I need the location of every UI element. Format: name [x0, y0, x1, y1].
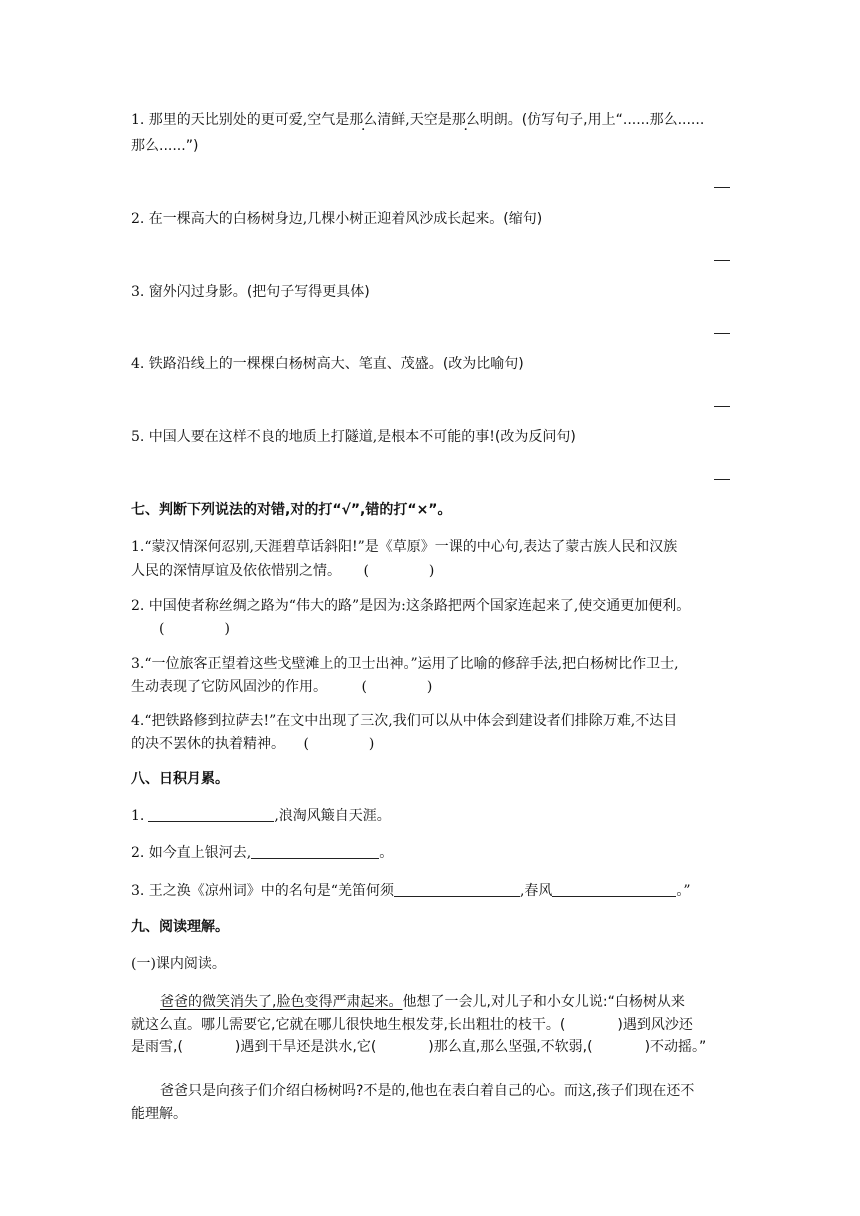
q6-item-4	[131, 354, 731, 374]
q6-item-5-requirement: (改为反问句)	[494, 429, 576, 445]
section-8-title: 八、日积月累。	[131, 771, 229, 787]
q7-item-1-line-1: 1.“蒙汉情深何忍别,天涯碧草话斜阳!”是《草原》一课的中心句,表达了蒙古族人民和汉族	[131, 539, 678, 555]
q6-item-4-text: 4. 铁路沿线上的一棵棵白杨树高大、笔直、茂盛。	[131, 356, 443, 372]
q7-item-4-line-1: 4.“把铁路修到拉萨去!”在文中出现了三次,我们可以从中体会到建设者们排除万难,不达目	[131, 713, 678, 729]
answer-line[interactable]	[714, 187, 730, 188]
q7-item-1-text: 人民的深情厚谊及依依惜别之情。	[131, 563, 341, 579]
q8-item-3-end: 。”	[676, 883, 691, 899]
q6-item-1-requirement: (仿写句子,用上“......那么......	[521, 112, 705, 128]
reading-paragraph-2-line-1: 爸爸只是向孩子们介绍白杨树吗?不是的,他也在表白着自己的心。而这,孩子们现在还不	[160, 1083, 695, 1099]
q7-item-3-line-2	[131, 677, 731, 697]
emphasis-dots: 那么	[451, 112, 480, 128]
q6-item-1	[131, 110, 731, 130]
answer-line[interactable]	[714, 260, 730, 261]
q8-item-1	[131, 806, 731, 826]
q7-item-1-line-2	[131, 561, 731, 581]
section-9-subtitle: (一)课内阅读。	[131, 956, 226, 972]
q6-item-1-requirement-cont: 那么......”)	[131, 138, 199, 154]
reading-paragraph-2-line-2: 能理解。	[131, 1106, 187, 1122]
underlined-sentence: 爸爸的微笑消失了,脸色变得严肃起来。	[160, 994, 403, 1010]
fill-blank[interactable]	[251, 844, 379, 859]
q6-item-2-text: 2. 在一棵高大的白杨树身边,几棵小树正迎着风沙成长起来。	[131, 211, 504, 227]
answer-line[interactable]	[714, 406, 730, 407]
q8-item-3	[131, 881, 731, 901]
paren-open: (	[363, 563, 369, 579]
q6-item-5-text: 5. 中国人要在这样不良的地质上打隧道,是根本不可能的事!	[131, 429, 495, 445]
paren-close: )	[426, 679, 433, 695]
section-7-title: 七、判断下列说法的对错,对的打“√”,错的打“×”。	[131, 502, 452, 518]
q7-item-3-line-1: 3.“一位旅客正望着这些戈壁滩上的卫士出神。”运用了比喻的修辞手法,把白杨树比作卫士,	[131, 656, 679, 672]
q8-item-2	[131, 843, 731, 863]
emphasis-dots: 那么	[349, 112, 378, 128]
q7-item-2-line-2	[131, 619, 731, 639]
fill-blank[interactable]	[148, 807, 274, 822]
reading-text: 他想了一会儿,对儿子和小女儿说:“白杨树从来	[402, 994, 685, 1010]
q6-item-2	[131, 209, 731, 229]
q6-item-3-text: 3. 窗外闪过身影。	[131, 284, 247, 300]
q8-item-1-number: 1.	[131, 808, 145, 824]
section-9-title: 九、阅读理解。	[131, 919, 229, 935]
paren-open: (	[159, 621, 165, 637]
q6-item-3	[131, 282, 731, 302]
reading-paragraph-1-line-3	[131, 1037, 731, 1057]
paren-open: (	[361, 679, 367, 695]
q8-item-2-end: 。	[379, 845, 394, 861]
q6-item-4-requirement: (改为比喻句)	[442, 356, 524, 372]
q6-item-1-text-b: 清鲜,天空是	[377, 112, 452, 128]
answer-line[interactable]	[714, 333, 730, 334]
q6-item-1-text-c: 明朗。	[479, 112, 522, 128]
reading-text: )不动摇。”	[644, 1039, 707, 1055]
q6-item-3-requirement: (把句子写得更具体)	[246, 284, 370, 300]
q7-item-2-line-1: 2. 中国使者称丝绸之路为“伟大的路”是因为:这条路把两个国家连起来了,使交通更加便利。	[131, 598, 691, 614]
reading-text: )遇到风沙还	[617, 1017, 693, 1033]
q7-item-3-text: 生动表现了它防风固沙的作用。	[131, 679, 327, 695]
reading-paragraph-1-line-1	[160, 992, 730, 1012]
q8-item-1-text: ,浪淘风簸自天涯。	[274, 808, 391, 824]
reading-text: )那么直,那么坚强,不软弱,(	[428, 1039, 593, 1055]
answer-line[interactable]	[714, 479, 730, 480]
reading-text: 就这么直。哪儿需要它,它就在哪儿很快地生根发芽,长出粗壮的枝干。(	[131, 1017, 566, 1033]
reading-text: )遇到干旱还是洪水,它(	[234, 1039, 377, 1055]
paren-close: )	[224, 621, 230, 637]
reading-text: 是雨雪,(	[131, 1039, 183, 1055]
q6-item-1-text: 1. 那里的天比别处的更可爱,空气是	[131, 112, 350, 128]
q6-item-2-requirement: (缩句)	[503, 211, 543, 227]
fill-blank[interactable]	[552, 882, 676, 897]
paren-close: )	[368, 736, 375, 752]
q8-item-3-text: 3. 王之涣《凉州词》中的名句是“羌笛何须	[131, 883, 394, 899]
paren-close: )	[428, 563, 435, 579]
q7-item-4-text: 的决不罢休的执着精神。	[131, 736, 285, 752]
q7-item-4-line-2	[131, 734, 731, 754]
reading-paragraph-1-line-2	[131, 1015, 731, 1035]
fill-blank[interactable]	[394, 882, 520, 897]
q6-item-5	[131, 427, 731, 447]
paren-open: (	[303, 736, 309, 752]
q8-item-3-mid: ,春风	[519, 883, 553, 899]
q8-item-2-text: 2. 如今直上银河去,	[131, 845, 252, 861]
